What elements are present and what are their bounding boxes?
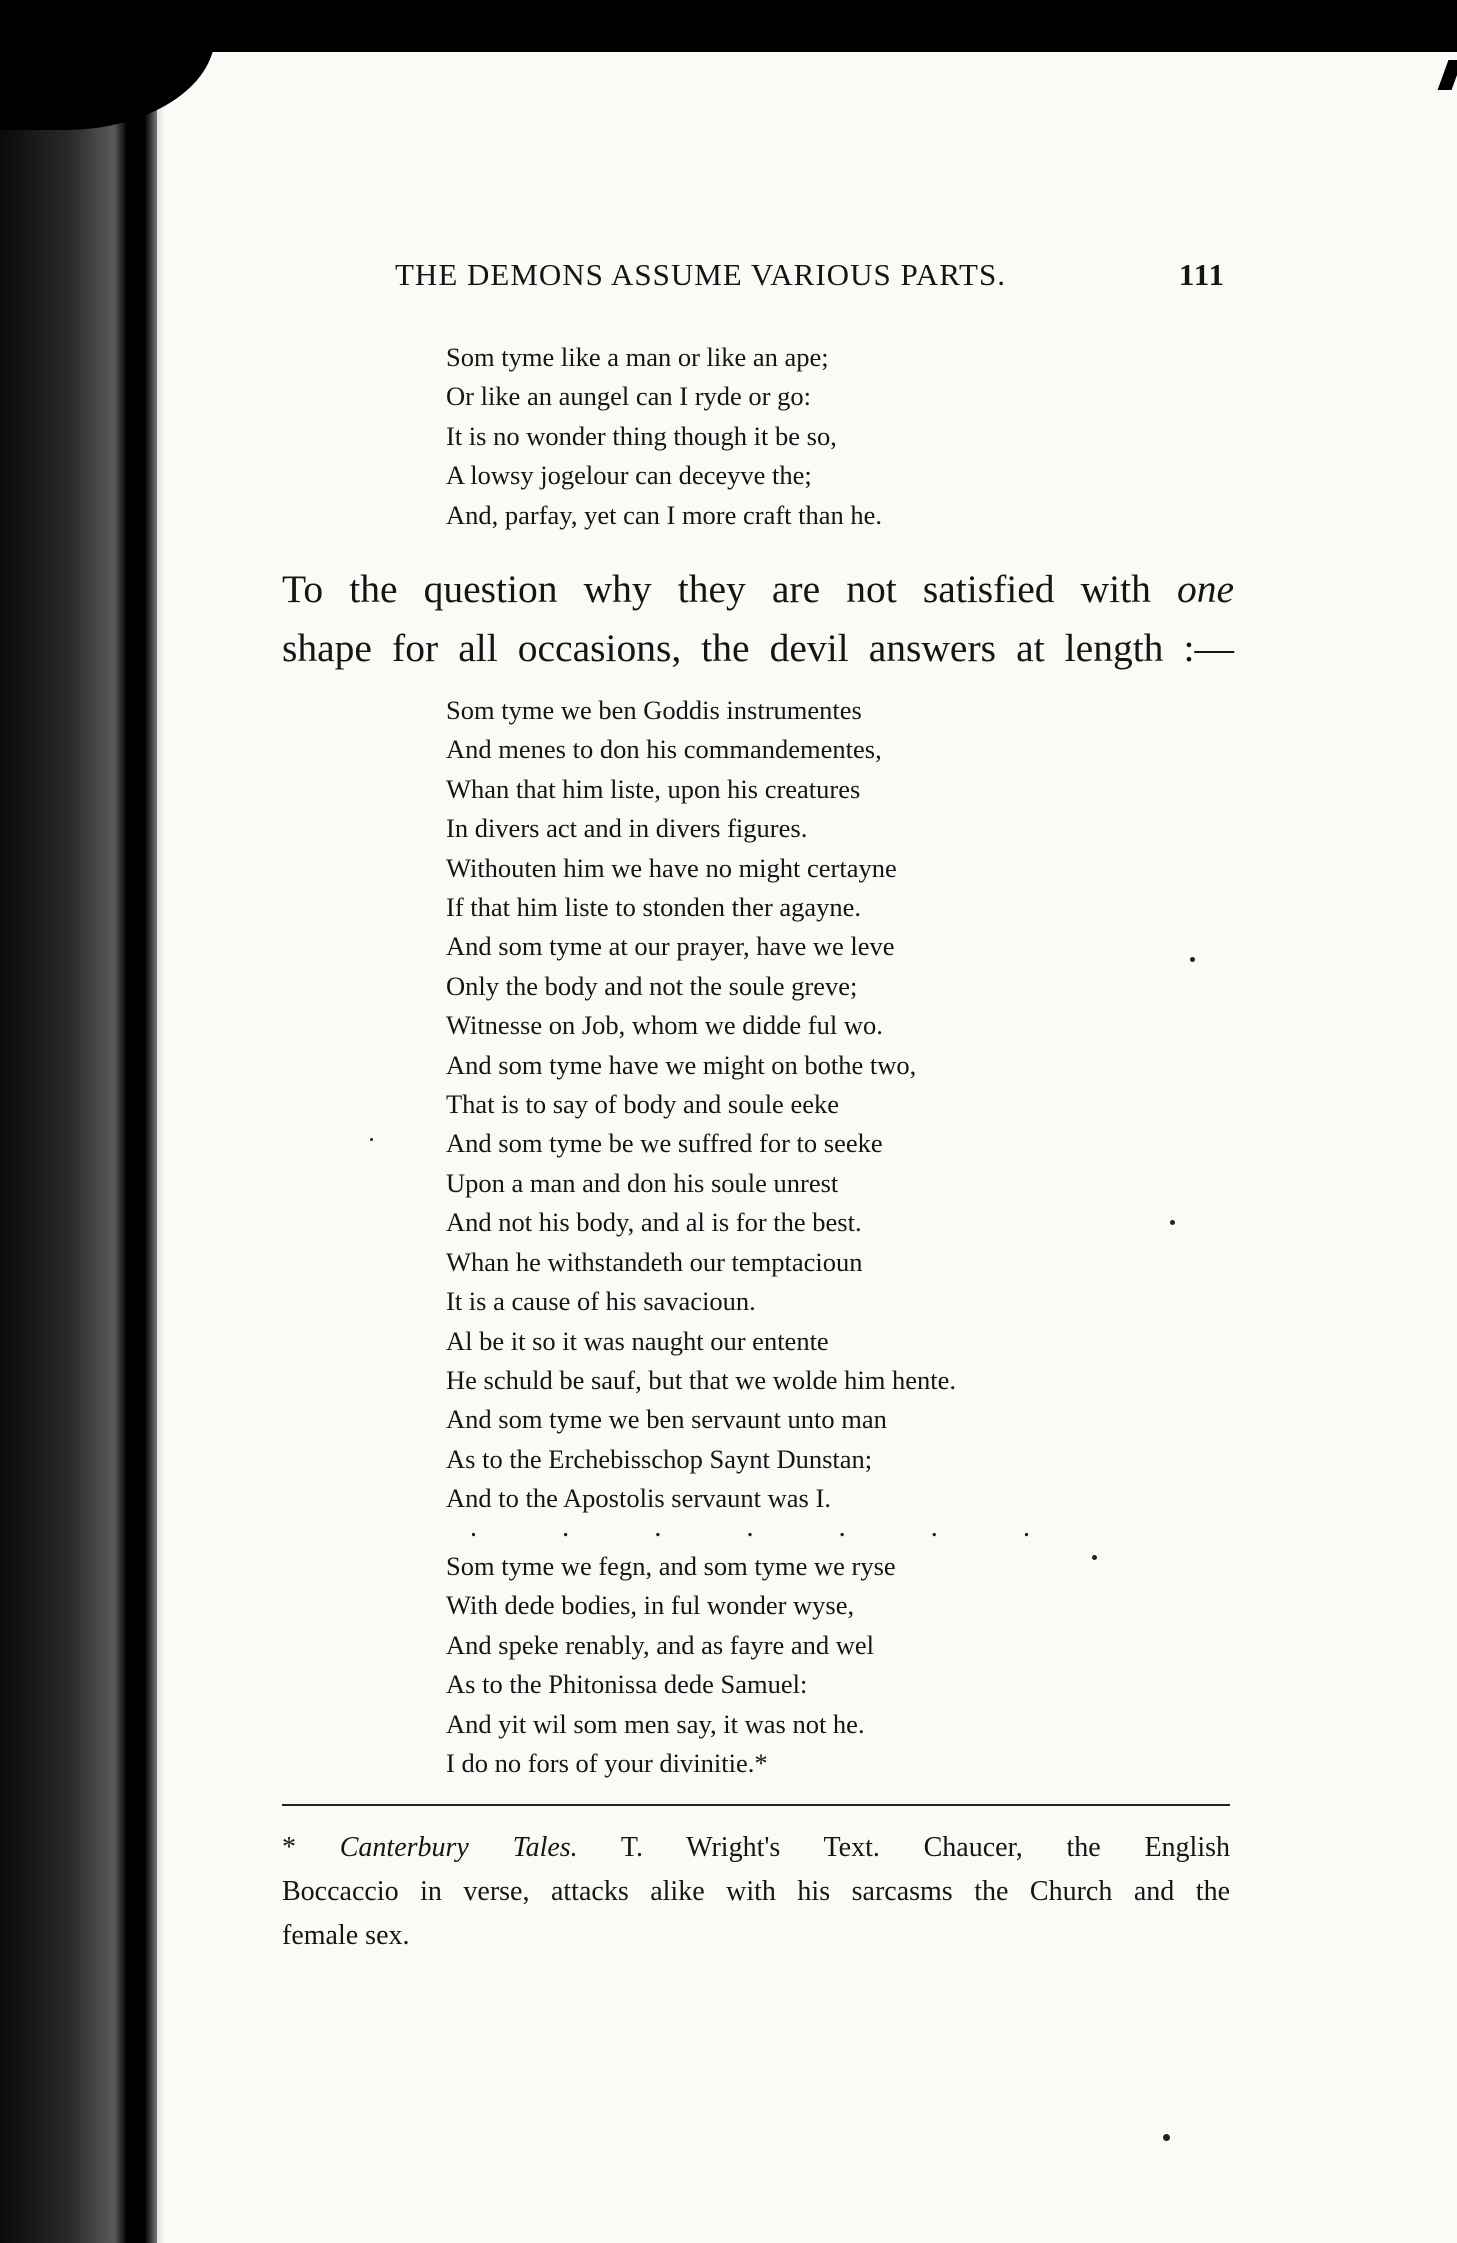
scan-spine-shadow [115, 60, 157, 2243]
print-speck [370, 1138, 373, 1141]
verse-line: Som tyme like a man or like an ape; [446, 342, 829, 372]
verse-block-end [446, 1547, 896, 1783]
verse-line: Whan he withstandeth our temptacioun [446, 1246, 863, 1277]
verse-line: Som tyme we fegn, and som tyme we ryse [446, 1551, 896, 1581]
footnote-line: Boccaccio in verse, attacks alike with his sarcasms the Church and the [282, 1876, 1230, 1907]
verse-line: It is a cause of his savacioun. [446, 1286, 756, 1317]
running-head [395, 257, 1235, 297]
verse-block-top [446, 338, 882, 535]
footnote-text: T. Wright's Text. Chaucer, the English [577, 1832, 1231, 1863]
verse-line: In divers act and in divers figures. [446, 813, 808, 844]
verse-line: Som tyme we ben Goddis instrumentes [446, 695, 862, 725]
verse-line: And, parfay, yet can I more craft than he. [446, 499, 883, 530]
print-speck [1092, 1555, 1097, 1560]
prose-line: shape for all occasions, the devil answers at length :— [282, 626, 1234, 670]
verse-line: With dede bodies, in ful wonder wyse, [446, 1590, 855, 1621]
running-head-title: THE DEMONS ASSUME VARIOUS PARTS. [395, 257, 1006, 292]
verse-line: And yit wil som men say, it was not he. [446, 1708, 865, 1739]
verse-line: Al be it so it was naught our entente [446, 1325, 829, 1356]
verse-line: And som tyme be we suffred for to seeke [446, 1128, 883, 1159]
verse-line: Witnesse on Job, whom we didde ful wo. [446, 1010, 883, 1041]
verse-line: And som tyme we ben servaunt unto man [446, 1404, 887, 1435]
prose-emphasis: one [1176, 567, 1234, 611]
verse-line: As to the Erchebisschop Saynt Dunstan; [446, 1443, 873, 1474]
verse-line: As to the Phitonissa dede Samuel: [446, 1669, 808, 1700]
omission-dot: . [470, 1512, 477, 1543]
omission-dot: . [930, 1512, 938, 1543]
verse-line: He schuld be sauf, but that we wolde him hente. [446, 1364, 956, 1395]
scan-edge-mark [1438, 60, 1457, 90]
footnote-line [282, 1826, 1230, 1870]
verse-line: And speke renably, and as fayre and wel [446, 1629, 874, 1660]
verse-line: It is no wonder thing though it be so, [446, 420, 837, 451]
print-speck [1190, 957, 1195, 962]
footnote-marker: * [282, 1832, 340, 1863]
omission-dot: . [746, 1512, 754, 1543]
prose-text: To the question why they are not satisfied with [282, 567, 1177, 611]
verse-line: Upon a man and don his soule unrest [446, 1167, 839, 1198]
omission-dot: . [654, 1512, 662, 1543]
verse-line: And menes to don his commandementes, [446, 734, 882, 765]
verse-line: Withouten him we have no might certayne [446, 852, 897, 883]
footnote [282, 1826, 1230, 1958]
scan-corner-shadow [0, 0, 215, 130]
footnote-rule [282, 1804, 1230, 1806]
verse-line: A lowsy jogelour can deceyve the; [446, 460, 812, 491]
scan-top-border [0, 0, 1457, 52]
omission-dot: . [838, 1512, 846, 1543]
prose-line [282, 560, 1234, 619]
omission-dot: . [1022, 1512, 1030, 1543]
print-speck [1163, 2134, 1170, 2141]
page-number: 111 [1178, 257, 1225, 292]
footnote-line: female sex. [282, 1920, 410, 1951]
verse-line: If that him liste to stonden ther agayne. [446, 892, 862, 923]
omission-dot: . [562, 1512, 570, 1543]
verse-line: I do no fors of your divinitie.* [446, 1748, 768, 1779]
verse-line: And not his body, and al is for the best. [446, 1207, 862, 1238]
verse-line: And to the Apostolis servaunt was I. [446, 1483, 831, 1514]
verse-line: And som tyme at our prayer, have we leve [446, 931, 895, 962]
verse-line: And som tyme have we might on bothe two, [446, 1049, 917, 1080]
verse-line: Only the body and not the soule greve; [446, 970, 858, 1001]
verse-line: Or like an aungel can I ryde or go: [446, 381, 811, 412]
verse-line: Whan that him liste, upon his creatures [446, 773, 861, 804]
verse-block-main [446, 691, 956, 1519]
footnote-source: Canterbury Tales. [339, 1832, 578, 1863]
verse-line: That is to say of body and soule eeke [446, 1089, 839, 1120]
verse-omission-dots [470, 1512, 1030, 1544]
prose-paragraph [282, 560, 1234, 678]
print-speck [1170, 1220, 1175, 1225]
